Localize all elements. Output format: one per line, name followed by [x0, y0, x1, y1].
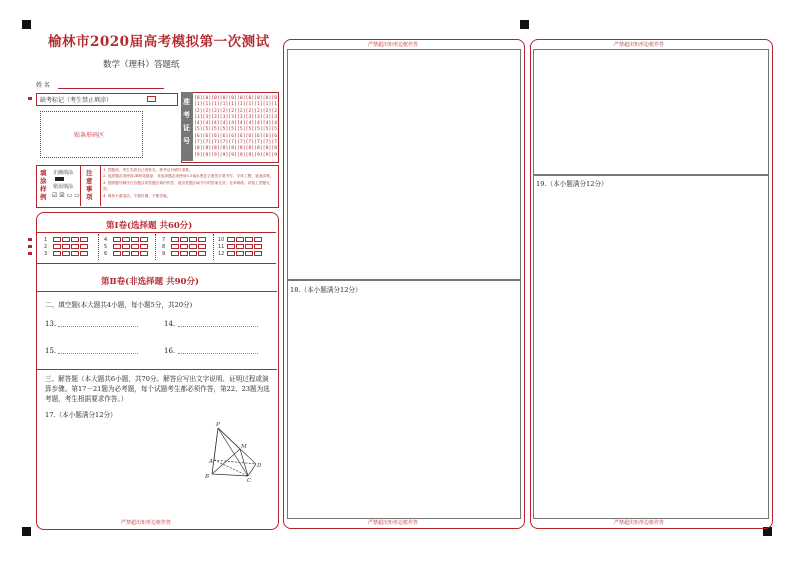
choice-bubble[interactable]: [171, 251, 179, 256]
notice-label: 注意事项: [86, 169, 93, 201]
choice-bullet: [28, 252, 32, 255]
page-title: 榆林市2020届高考模拟第一次测试: [48, 34, 270, 50]
choice-bubble[interactable]: [198, 244, 206, 249]
choice-bubble[interactable]: [236, 244, 244, 249]
edge-ad: [214, 460, 256, 464]
choice-number: 7: [162, 237, 166, 243]
choice-bubble[interactable]: [80, 251, 88, 256]
choice-bubble[interactable]: [62, 244, 70, 249]
choice-question[interactable]: [218, 251, 263, 257]
notice-item: 2. 选择题必须使用2B铅笔填涂，非选择题必须使用0.5毫米黑色字迹签字笔书写，字体工整、笔迹清楚。: [103, 174, 274, 179]
choice-number: 5: [104, 244, 108, 250]
choice-bubble[interactable]: [198, 237, 206, 242]
choice-bubble[interactable]: [254, 244, 262, 249]
fill-wrong-label: 错误填涂: [53, 184, 74, 190]
choice-bubble[interactable]: [189, 237, 197, 242]
q15-label: 15.: [45, 347, 57, 355]
choice-bubble[interactable]: [71, 237, 79, 242]
choice-question[interactable]: [162, 244, 207, 250]
choice-bubble[interactable]: [131, 251, 139, 256]
choice-bubble[interactable]: [62, 237, 70, 242]
choice-bubble[interactable]: [236, 251, 244, 256]
choice-number: 10: [218, 237, 225, 243]
solve-top-line: [36, 369, 277, 370]
border-warning-left-bottom: 严禁超出矩形边框作答: [121, 520, 172, 526]
choice-number: 12: [218, 251, 225, 257]
absent-mark-bubble[interactable]: [147, 96, 156, 102]
choice-bubble[interactable]: [71, 251, 79, 256]
choice-bullet: [28, 238, 32, 241]
choice-bubble[interactable]: [171, 244, 179, 249]
choice-bubble[interactable]: [245, 244, 253, 249]
q13-answer-line[interactable]: [58, 326, 138, 327]
choice-bullet: [28, 245, 32, 248]
absent-mark-label: 缺考标记（考生禁止填涂）: [40, 97, 113, 104]
choice-number: 1: [44, 237, 48, 243]
q14-label: 14.: [164, 320, 176, 328]
border-warning-right-bottom: 严禁超出矩形边框作答: [614, 520, 665, 526]
figure-label-b: B: [205, 474, 210, 480]
geometry-figure: [198, 420, 268, 486]
choice-question[interactable]: [104, 251, 149, 257]
q19-box[interactable]: [533, 174, 769, 519]
choice-bubble[interactable]: [140, 237, 148, 242]
choice-question[interactable]: [162, 251, 207, 257]
choice-bubble[interactable]: [131, 244, 139, 249]
fill-wrong-samples: ☑ ☒ ▭ ▭: [52, 192, 80, 199]
choice-bubble[interactable]: [122, 244, 130, 249]
choice-bubble[interactable]: [80, 237, 88, 242]
choice-question[interactable]: [104, 237, 149, 243]
choice-bubble[interactable]: [113, 237, 121, 242]
notice-item: 1. 答题前，考生先将自己的姓名、准考证号填写清楚。: [103, 168, 193, 172]
registration-mark-bottom-left: [22, 527, 31, 536]
choice-number: 8: [162, 244, 166, 250]
notice-item: 4. 保持卡面清洁，不要折叠、不要弄破。: [103, 193, 171, 198]
page-subtitle: 数学（理科）答题纸: [103, 60, 180, 70]
choice-bubble[interactable]: [80, 244, 88, 249]
section2-top-line: [36, 291, 277, 292]
choice-number: 6: [104, 251, 108, 257]
fill-correct-label: 正确填涂: [53, 170, 74, 176]
edge-bc: [212, 474, 248, 476]
registration-mark-top-right: [520, 20, 529, 29]
border-warning-right-top: 严禁超出矩形边框作答: [614, 42, 665, 48]
solve-heading: 三、解答题（本大题共6小题，共70分。解答应写出文字说明、证明过程或演算步骤。第17－21题为必考题，每个试题考生都必须作答，第22、23题为选考题，考生根据要求作答。）: [45, 375, 270, 403]
choice-bubble[interactable]: [171, 237, 179, 242]
q17-continued-box[interactable]: [287, 49, 521, 281]
choice-question[interactable]: [44, 244, 89, 250]
choice-question[interactable]: [44, 237, 89, 243]
choice-question[interactable]: [218, 244, 263, 250]
choice-bubble[interactable]: [62, 251, 70, 256]
choice-bubble[interactable]: [122, 251, 130, 256]
barcode-label: 贴条形码区: [74, 132, 105, 139]
edge-cd: [248, 464, 256, 476]
choice-bubble[interactable]: [180, 251, 188, 256]
fill-correct-sample: [55, 177, 64, 181]
choice-bubble[interactable]: [122, 237, 130, 242]
figure-label-c: C: [247, 478, 252, 484]
choice-bubble[interactable]: [198, 251, 206, 256]
choice-divider: [98, 234, 99, 260]
fill-blank-heading: 二、填空题(本大题共4小题，每小题5分，共20分): [45, 301, 193, 309]
q18-label: 18.（本小题满分12分）: [290, 286, 362, 294]
choice-bubble[interactable]: [53, 244, 61, 249]
name-underline: [58, 88, 164, 89]
choice-bubble[interactable]: [180, 244, 188, 249]
choice-question[interactable]: [104, 244, 149, 250]
q16-label: 16.: [164, 347, 176, 355]
choice-question[interactable]: [44, 251, 89, 257]
q16-answer-line[interactable]: [178, 353, 258, 354]
choice-bubble[interactable]: [227, 251, 235, 256]
choice-bubble[interactable]: [236, 237, 244, 242]
fill-sample-label: 填涂样例: [40, 169, 47, 201]
registration-mark-top-left: [22, 20, 31, 29]
choice-bubble[interactable]: [227, 244, 235, 249]
admission-label: 准考证号: [183, 97, 190, 145]
choice-bubble[interactable]: [140, 251, 148, 256]
choice-bubble[interactable]: [113, 244, 121, 249]
notice-item: 3. 按照题号顺序在各题目的答题区域内作答，超出答题区域书写的答案无效；在草稿纸、试卷上答题无效。: [103, 180, 270, 192]
q18-box[interactable]: [287, 279, 521, 519]
notice-divider-1: [80, 165, 81, 206]
absent-mark-bullet: [28, 97, 32, 100]
choice-question[interactable]: [162, 237, 207, 243]
choice-bubble[interactable]: [254, 251, 262, 256]
choice-bubble[interactable]: [71, 244, 79, 249]
figure-label-p: P: [216, 422, 220, 428]
choice-bubble[interactable]: [227, 237, 235, 242]
border-warning-middle-top: 严禁超出矩形边框作答: [368, 42, 419, 48]
figure-label-m: M: [241, 444, 247, 450]
choice-bubble[interactable]: [254, 237, 262, 242]
choice-number: 3: [44, 251, 48, 257]
notice-items: [103, 167, 275, 199]
border-warning-middle-bottom: 严禁超出矩形边框作答: [368, 520, 419, 526]
notice-divider-2: [100, 165, 101, 206]
choice-divider: [213, 234, 214, 260]
choice-bubble[interactable]: [189, 251, 197, 256]
choice-bubble[interactable]: [53, 237, 61, 242]
choice-bubble[interactable]: [245, 237, 253, 242]
choice-bubble[interactable]: [113, 251, 121, 256]
choice-divider: [155, 234, 156, 260]
choice-number: 4: [104, 237, 108, 243]
choice-bubble[interactable]: [189, 244, 197, 249]
q14-answer-line[interactable]: [178, 326, 258, 327]
admission-digit-grid[interactable]: [0][0][0][0][0][0][0][0][0][0] [1][1][1][1][1][1][1][1][1][1] [2][2][2][2][2][2][2][2][2][2] [3][3][3][3][3][3][3][3][3][3] [4][4][4][4][4][4][4][4][4][4] [5][5][5][5][5][5][5][5][5][5] [6][6][6][6][6][6][6][6][6][6] [7][7][7][7][7][7][7][7][7][7] [8][8][8][8][8][8][8][8][8][8] [9][9][9][9][9][9][9][9][9][9]: [194, 96, 280, 158]
name-label: 姓 名: [36, 82, 50, 89]
choice-bubble[interactable]: [53, 251, 61, 256]
q13-label: 13.: [45, 320, 57, 328]
q17-label: 17.（本小题满分12分）: [45, 411, 117, 419]
choice-number: 2: [44, 244, 48, 250]
choice-question[interactable]: [218, 237, 263, 243]
choice-bubble[interactable]: [131, 237, 139, 242]
edge-mb: [212, 449, 240, 474]
section1-title: 第Ⅰ卷(选择题 共60分): [106, 221, 193, 231]
choice-number: 9: [162, 251, 166, 257]
figure-label-a: A: [209, 459, 213, 465]
choice-bubble[interactable]: [140, 244, 148, 249]
choice-bubble[interactable]: [245, 251, 253, 256]
choice-number: 11: [218, 244, 225, 250]
choice-bubble[interactable]: [180, 237, 188, 242]
q15-answer-line[interactable]: [58, 353, 138, 354]
figure-label-d: D: [257, 463, 262, 469]
q18-continued-box[interactable]: [533, 49, 769, 176]
q19-label: 19.（本小题满分12分）: [536, 180, 608, 188]
section2-title: 第Ⅱ卷(非选择题 共90分): [101, 277, 199, 287]
